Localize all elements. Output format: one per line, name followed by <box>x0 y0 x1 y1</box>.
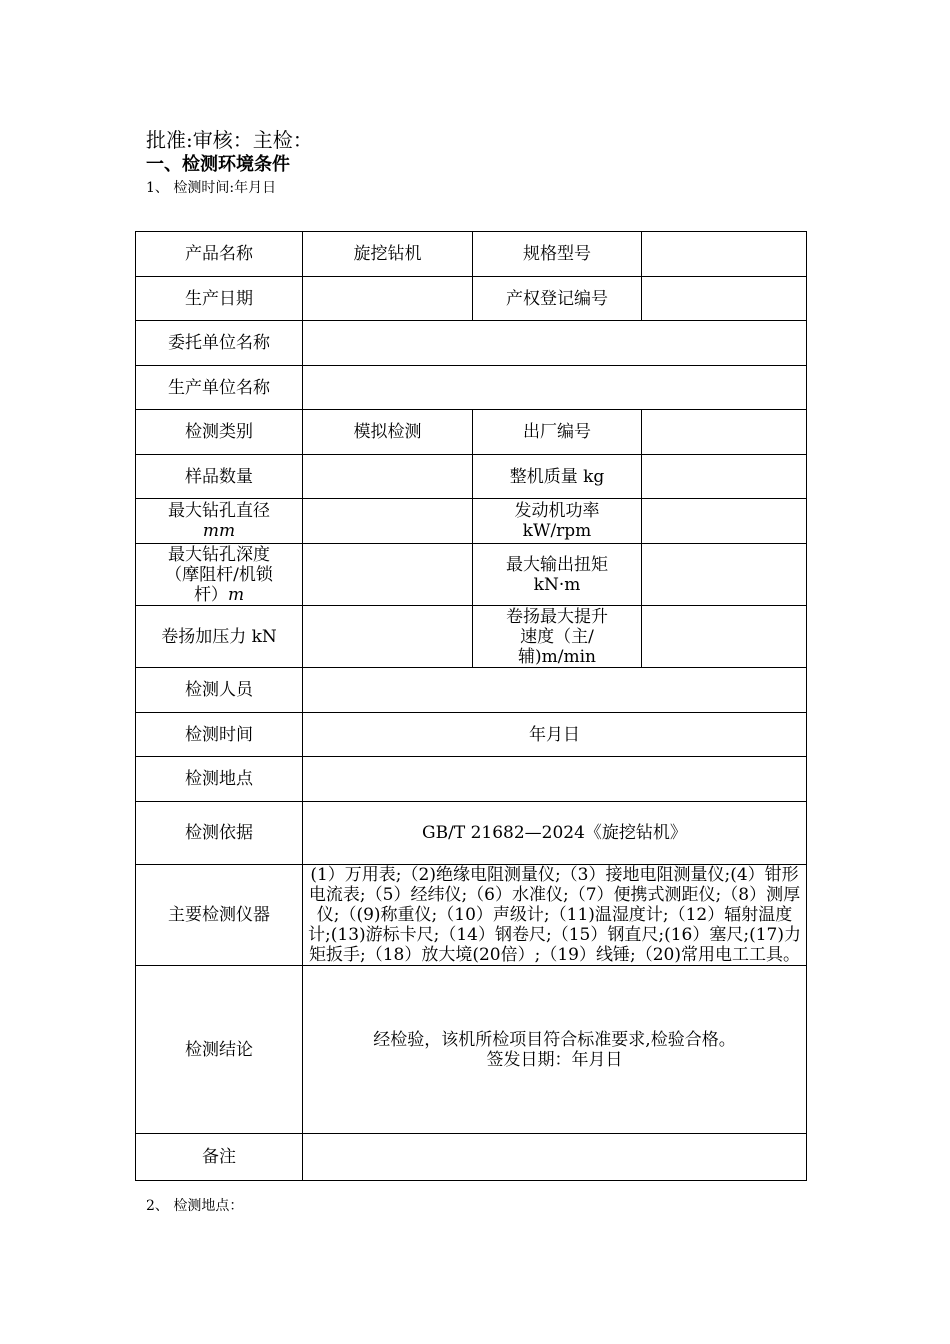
model-value <box>642 232 807 277</box>
table-row <box>136 757 807 802</box>
test-time-value: 年月日 <box>303 713 807 757</box>
inspection-report-table <box>135 231 807 1181</box>
issue-date: 签发日期：年月日 <box>486 1049 623 1070</box>
remarks-value <box>303 1134 807 1181</box>
approval-line: 批准:审核：主检： <box>146 128 313 152</box>
sample-qty-label: 样品数量 <box>136 455 303 499</box>
basis-label: 检测依据 <box>136 802 303 865</box>
max-diameter-value <box>303 499 473 544</box>
engine-power-cell <box>473 499 642 544</box>
table-row <box>136 865 807 966</box>
basis-value: GB/T 21682—2024《旋挖钻机》 <box>303 802 807 865</box>
reg-no-label: 产权登记编号 <box>473 277 642 321</box>
table-row <box>136 966 807 1134</box>
table-row <box>136 802 807 865</box>
torque-label: 最大输出扭矩 kN·m <box>473 544 642 606</box>
instruments-value: (1）万用表;（2)绝缘电阻测量仪;（3）接地电阻测量仪;(4）钳形电流表;（5）经纬仪;（6）水准仪;（7）便携式测距仪;（8）测厚仪;（(9)称重仪;（10）声级计;（11)温湿度计;（12）辐射温度计;(13)游标卡尺;（14）钢卷尺;（15）钢直尺;(16）塞尺;(17)力矩扳手;（18）放大境(20倍）;（19）线锤;（20)常用电工工具。 <box>303 865 807 966</box>
max-diameter-cell <box>136 499 303 544</box>
factory-no-label: 出厂编号 <box>473 410 642 455</box>
table-row <box>136 499 807 544</box>
test-place-line: 2、 检测地点： <box>146 1198 244 1214</box>
manufacturer-value <box>303 366 807 410</box>
test-type-value: 模拟检测 <box>303 410 473 455</box>
max-depth-unit: m <box>227 584 245 605</box>
test-place-label: 检测地点 <box>136 757 303 802</box>
model-label: 规格型号 <box>473 232 642 277</box>
table-row <box>136 606 807 668</box>
max-depth-label: 最大钻孔深度（摩阻杆/机锁杆） <box>165 544 273 605</box>
section-title: 一、检测环境条件 <box>146 154 290 175</box>
client-label: 委托单位名称 <box>136 321 303 366</box>
torque-value <box>642 544 807 606</box>
max-diameter-label: 最大钻孔直径 <box>168 501 270 521</box>
max-depth-cell <box>136 544 303 606</box>
table-row <box>136 544 807 606</box>
prod-date-label: 生产日期 <box>136 277 303 321</box>
engine-power-value <box>642 499 807 544</box>
remarks-label: 备注 <box>136 1134 303 1181</box>
winch-force-value <box>303 606 473 668</box>
test-type-label: 检测类别 <box>136 410 303 455</box>
table-row <box>136 713 807 757</box>
table-row <box>136 366 807 410</box>
instruments-label: 主要检测仪器 <box>136 865 303 966</box>
engine-power-unit: kW/rpm <box>522 521 592 541</box>
winch-speed-value <box>642 606 807 668</box>
table-row <box>136 1134 807 1181</box>
inspector-value <box>303 668 807 713</box>
conclusion-label: 检测结论 <box>136 966 303 1134</box>
prod-date-value <box>303 277 473 321</box>
engine-power-label: 发动机功率 <box>514 501 600 521</box>
manufacturer-label: 生产单位名称 <box>136 366 303 410</box>
winch-force-label: 卷扬加压力 kN <box>136 606 303 668</box>
conclusion-text: 经检验，该机所检项目符合标准要求,检验合格。 <box>373 1029 736 1050</box>
product-name-label: 产品名称 <box>136 232 303 277</box>
client-value <box>303 321 807 366</box>
table-row <box>136 410 807 455</box>
test-time-label: 检测时间 <box>136 713 303 757</box>
table-row <box>136 668 807 713</box>
max-depth-value <box>303 544 473 606</box>
table-row <box>136 321 807 366</box>
max-diameter-unit: mm <box>202 521 236 541</box>
sample-qty-value <box>303 455 473 499</box>
table-row <box>136 277 807 321</box>
mass-label: 整机质量 kg <box>473 455 642 499</box>
mass-value <box>642 455 807 499</box>
inspector-label: 检测人员 <box>136 668 303 713</box>
conclusion-cell <box>303 966 807 1134</box>
test-place-value <box>303 757 807 802</box>
table-row <box>136 455 807 499</box>
table-row <box>136 232 807 277</box>
winch-speed-label: 卷扬最大提升速度（主/辅)m/min <box>473 606 642 668</box>
test-time-line: 1、 检测时间:年月日 <box>146 180 277 196</box>
reg-no-value <box>642 277 807 321</box>
factory-no-value <box>642 410 807 455</box>
product-name-value: 旋挖钻机 <box>303 232 473 277</box>
